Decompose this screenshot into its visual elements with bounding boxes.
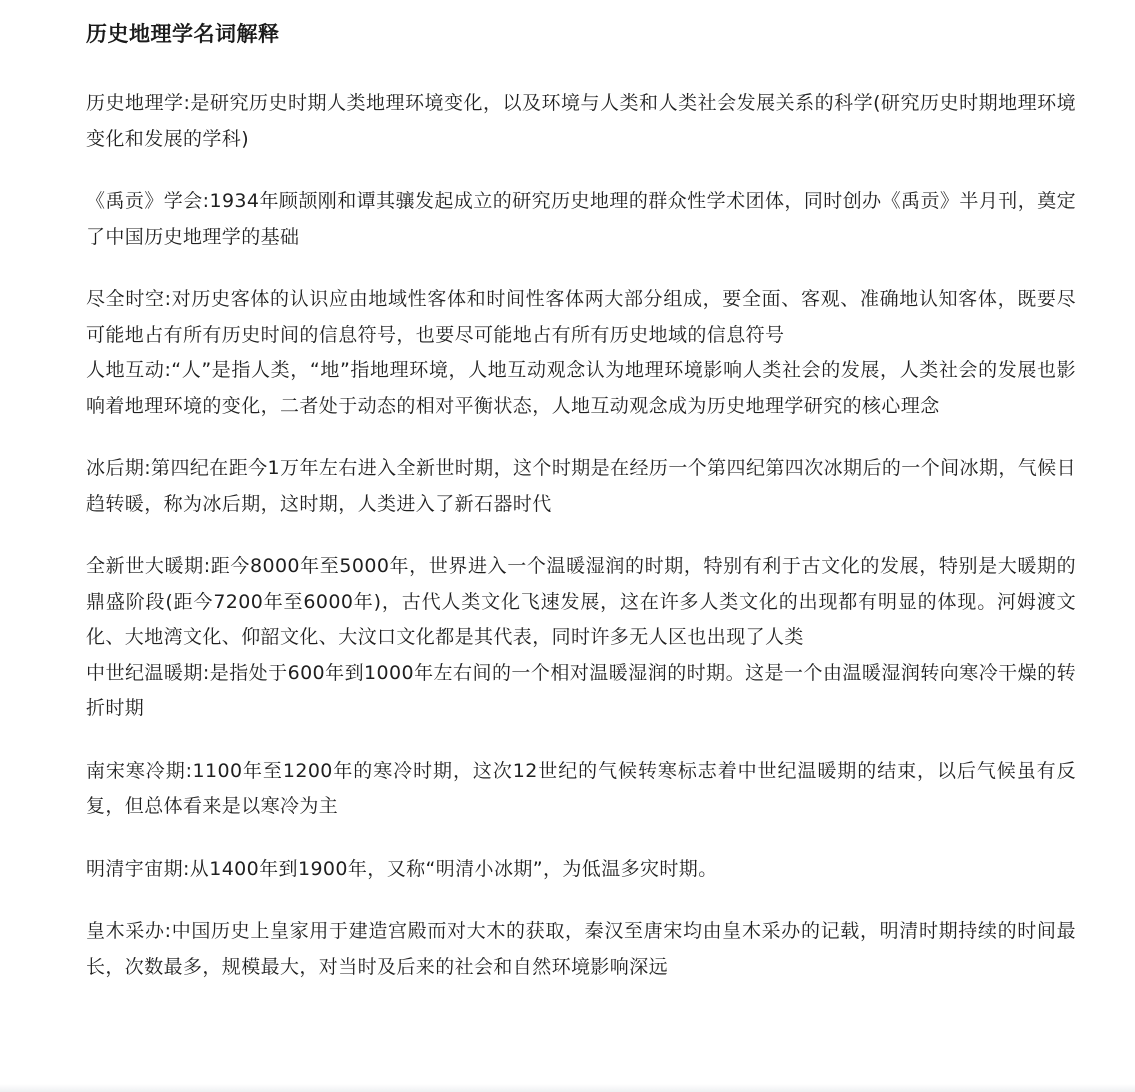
term-entry-southern-song-cold-period: 南宋寒冷期:1100年至1200年的寒冷时期，这次12世纪的气候转寒标志着中世纪温暖期的结束，以后气候虽有反复，但总体看来是以寒冷为主 <box>86 759 1076 817</box>
term-entry-postglacial: 冰后期:第四纪在距今1万年左右进入全新世时期，这个时期是在经历一个第四纪第四次冰期后的一个间冰期，气候日趋转暖，称为冰后期，这时期，人类进入了新石器时代 <box>86 457 1076 515</box>
term-list <box>86 86 1076 985</box>
document-page <box>86 0 1076 985</box>
page-bottom-edge <box>0 1084 1135 1092</box>
term-entry-medieval-warm-period: 中世纪温暖期:是指处于600年到1000年左右间的一个相对温暖湿润的时期。这是一个由温暖湿润转向寒冷干燥的转折时期 <box>86 661 1076 719</box>
document-title: 历史地理学名词解释 <box>86 22 280 46</box>
term-entry-holocene-optimum: 全新世大暖期:距今8000年至5000年，世界进入一个温暖湿润的时期，特别有利于古文化的发展，特别是大暖期的鼎盛阶段(距今7200年至6000年)，古代人类文化飞速发展，这在许多人类文化的出现都有明显的体现。河姆渡文化、大地湾文化、仰韶文化、大汶口文化都是其代表，同时许多无人区也出现了人类 <box>86 555 1076 648</box>
term-entry-full-spacetime: 尽全时空:对历史客体的认识应由地域性客体和时间性客体两大部分组成，要全面、客观、准确地认知客体，既要尽可能地占有所有历史时间的信息符号，也要尽可能地占有所有历史地域的信息符号 <box>86 288 1076 346</box>
term-entry-yugong-society: 《禹贡》学会:1934年顾颉刚和谭其骧发起成立的研究历史地理的群众性学术团体，同时创办《禹贡》半月刊，奠定了中国历史地理学的基础 <box>86 190 1076 248</box>
term-entry-imperial-timber-procurement: 皇木采办:中国历史上皇家用于建造宫殿而对大木的获取，秦汉至唐宋均由皇木采办的记载，明清时期持续的时间最长，次数最多，规模最大，对当时及后来的社会和自然环境影响深远 <box>86 920 1076 978</box>
term-entry-ming-qing-cosmic-period: 明清宇宙期:从1400年到1900年，又称“明清小冰期”，为低温多灾时期。 <box>86 857 718 880</box>
term-entry-human-land-interaction: 人地互动:“人”是指人类，“地”指地理环境，人地互动观念认为地理环境影响人类社会的发展，人类社会的发展也影响着地理环境的变化，二者处于动态的相对平衡状态，人地互动观念成为历史地理学研究的核心理念 <box>86 359 1076 417</box>
term-entry-historical-geography: 历史地理学:是研究历史时期人类地理环境变化，以及环境与人类和人类社会发展关系的科学(研究历史时期地理环境变化和发展的学科) <box>86 92 1076 150</box>
